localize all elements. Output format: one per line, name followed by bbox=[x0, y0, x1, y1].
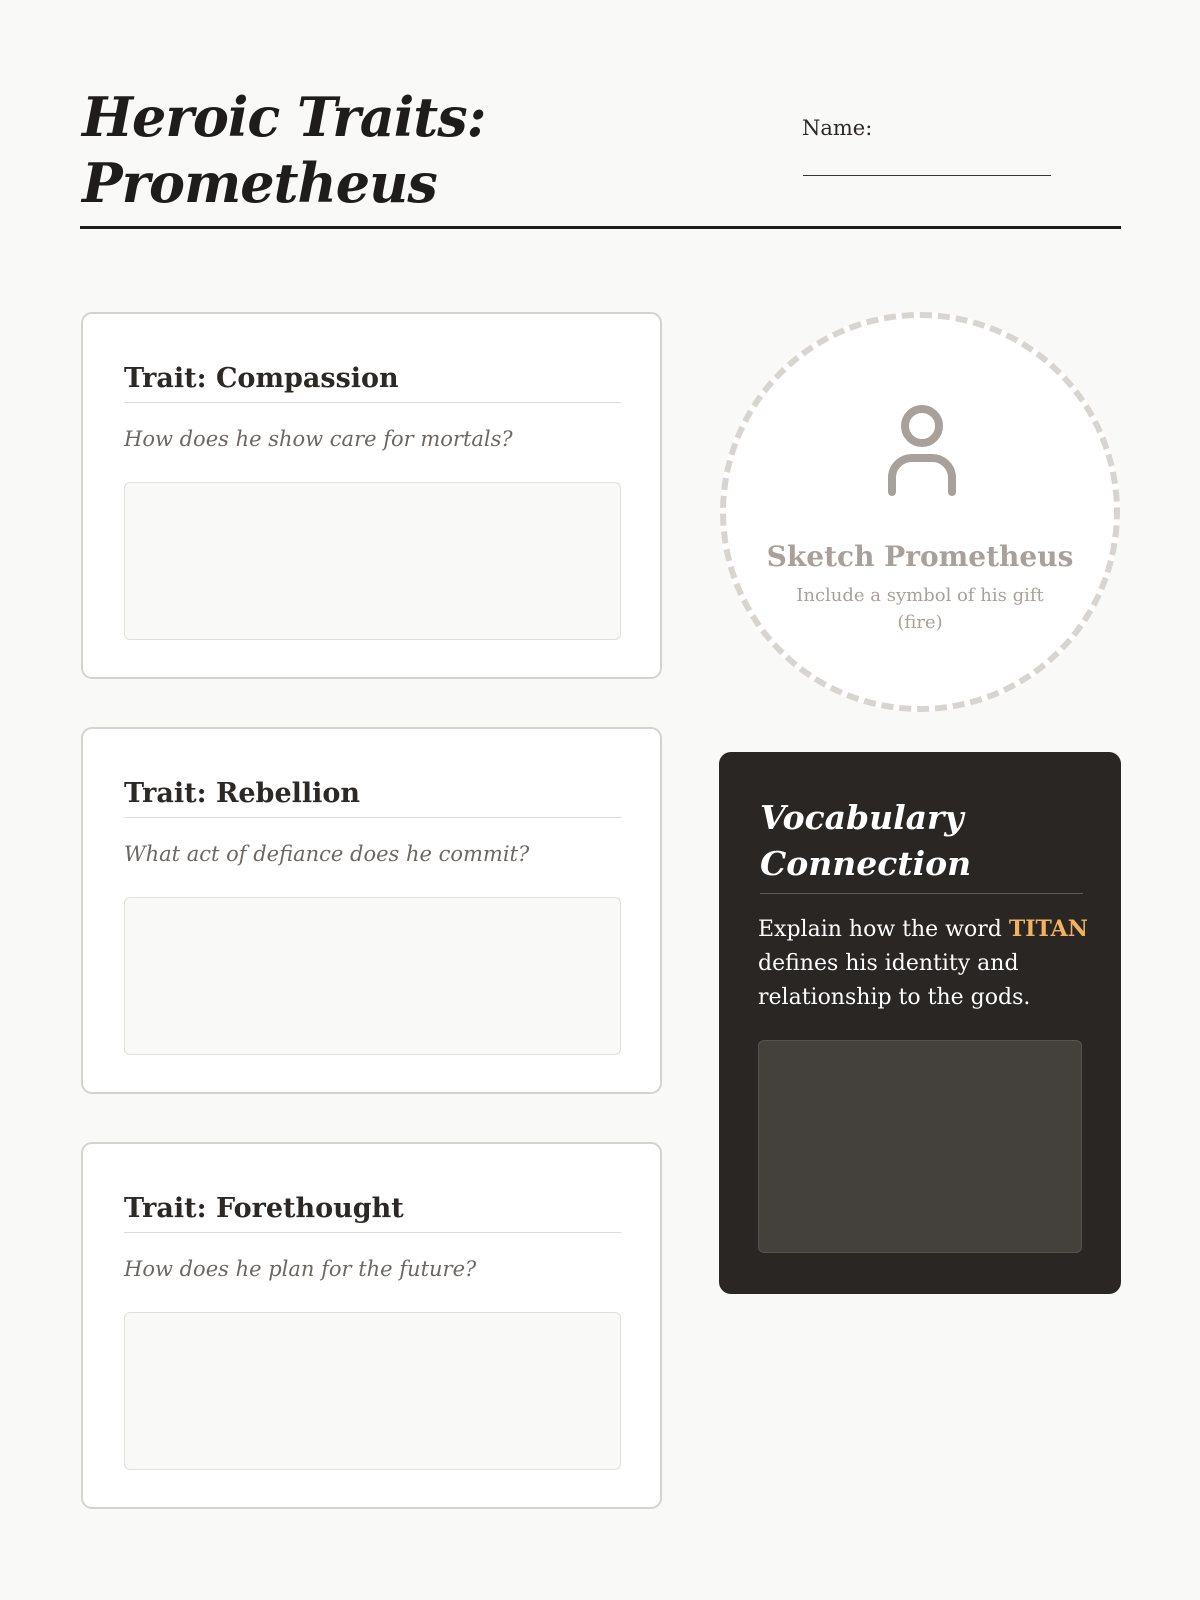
trait-title: Trait: Forethought bbox=[124, 1192, 621, 1233]
vocabulary-title bbox=[760, 795, 1083, 894]
vocabulary-title-line-2: Connection bbox=[760, 844, 972, 883]
vocabulary-text-before: Explain how the word bbox=[758, 917, 1009, 942]
sketch-area[interactable] bbox=[720, 312, 1120, 712]
trait-card-forethought bbox=[81, 1142, 662, 1509]
trait-title: Trait: Rebellion bbox=[124, 777, 621, 818]
sketch-title: Sketch Prometheus bbox=[766, 540, 1074, 573]
trait-prompt: How does he plan for the future? bbox=[124, 1257, 477, 1281]
vocabulary-keyword: TITAN bbox=[1008, 916, 1088, 942]
compassion-answer-box[interactable] bbox=[124, 482, 621, 640]
vocabulary-title-line-1: Vocabulary bbox=[760, 798, 964, 837]
vocabulary-panel bbox=[719, 752, 1121, 1294]
rebellion-answer-box[interactable] bbox=[124, 897, 621, 1055]
sketch-subtitle: Include a symbol of his gift (fire) bbox=[796, 585, 1044, 633]
name-label: Name: bbox=[802, 116, 873, 140]
trait-title: Trait: Compassion bbox=[124, 362, 621, 403]
trait-card-compassion bbox=[81, 312, 662, 679]
vocabulary-answer-box[interactable] bbox=[758, 1040, 1082, 1253]
trait-prompt: What act of defiance does he commit? bbox=[124, 842, 530, 866]
vocabulary-text-after: defines his identity and relationship to the gods. bbox=[758, 951, 1031, 1010]
person-icon bbox=[886, 402, 958, 498]
forethought-answer-box[interactable] bbox=[124, 1312, 621, 1470]
title-line-1: Heroic Traits: bbox=[82, 85, 486, 149]
trait-prompt: How does he show care for mortals? bbox=[124, 427, 513, 451]
trait-card-rebellion bbox=[81, 727, 662, 1094]
header-divider bbox=[80, 226, 1121, 229]
worksheet-title bbox=[82, 84, 722, 216]
vocabulary-instructions bbox=[758, 912, 1088, 1015]
title-line-2: Prometheus bbox=[82, 151, 437, 215]
name-field[interactable] bbox=[803, 175, 1051, 176]
